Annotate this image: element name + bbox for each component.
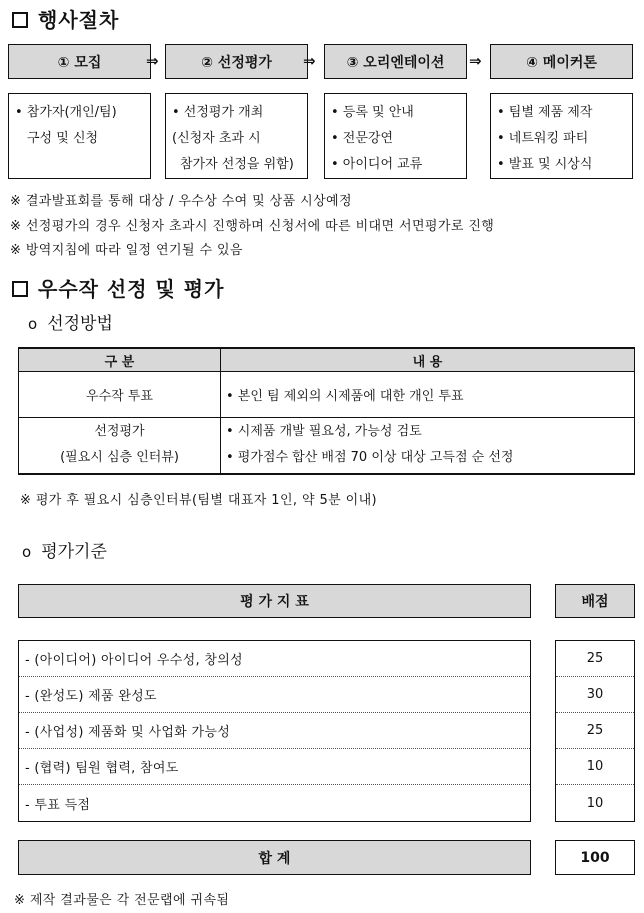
step-body: • 등록 및 안내 • 전문강연 • 아이디어 교류 bbox=[324, 93, 467, 179]
footnote-ownership: ※ 제작 결과물은 각 전문랩에 귀속됨 bbox=[14, 893, 230, 908]
total-score: 100 bbox=[555, 840, 635, 875]
row-contents: • 시제품 개발 필요성, 가능성 검토 • 평가점수 합산 배점 70 이상 대상 고득점 순 선정 bbox=[221, 418, 635, 474]
criteria-row-completion: - (완성도) 제품 완성도 bbox=[19, 677, 530, 713]
step-selection-evaluation bbox=[165, 44, 308, 179]
note-selection-evaluation: ※ 선정평가의 경우 신청자 초과시 진행하며 신청서에 따른 비대면 서면평가로 진행 bbox=[10, 219, 495, 234]
section-title-event-procedure: 행사절차 bbox=[12, 4, 119, 33]
note-interview: ※ 평가 후 필요시 심층인터뷰(팀별 대표자 1인, 약 5분 이내) bbox=[20, 493, 378, 508]
row-category: 선정평가 (필요시 심층 인터뷰) bbox=[19, 418, 221, 474]
header-category: 구 분 bbox=[19, 348, 221, 372]
circle-bullet-icon: o bbox=[22, 543, 32, 561]
score-vote: 10 bbox=[586, 795, 604, 811]
note-result-announcement: ※ 결과발표회를 통해 대상 / 우수상 수여 및 상품 시상예정 bbox=[10, 194, 352, 209]
score-idea: 25 bbox=[556, 641, 634, 677]
arrow-right-icon: ⇒ bbox=[146, 52, 159, 70]
checkbox-square-icon bbox=[12, 281, 28, 297]
step-body: • 팀별 제품 제작 • 네트워킹 파티 • 발표 및 시상식 bbox=[490, 93, 633, 179]
criteria-row-vote: - 투표 득점 bbox=[25, 797, 91, 813]
criteria-list bbox=[18, 640, 531, 822]
selection-method-table bbox=[18, 347, 635, 475]
step-orientation bbox=[324, 44, 467, 179]
circle-bullet-icon: o bbox=[28, 315, 38, 333]
score-completion: 30 bbox=[556, 677, 634, 713]
step-title: ④ 메이커톤 bbox=[490, 44, 633, 79]
checkbox-square-icon bbox=[12, 12, 28, 28]
table-header-row bbox=[19, 348, 635, 372]
header-score: 배점 bbox=[555, 584, 635, 618]
criteria-row-idea: - (아이디어) 아이디어 우수성, 창의성 bbox=[19, 641, 530, 677]
arrow-right-icon: ⇒ bbox=[303, 52, 316, 70]
step-title: ③ 오리엔테이션 bbox=[324, 44, 467, 79]
step-title: ① 모집 bbox=[8, 44, 151, 79]
table-row bbox=[19, 372, 635, 418]
criteria-row-business: - (사업성) 제품화 및 사업화 가능성 bbox=[19, 713, 530, 749]
step-body: • 참가자(개인/팀) 구성 및 신청 bbox=[8, 93, 151, 179]
score-cooperation: 10 bbox=[556, 749, 634, 785]
step-recruitment bbox=[8, 44, 151, 179]
score-list bbox=[555, 640, 635, 822]
table-row bbox=[19, 418, 635, 474]
subsection-title-evaluation-criteria: o 평가기준 bbox=[22, 542, 107, 562]
header-evaluation-indicator: 평 가 지 표 bbox=[18, 584, 531, 618]
header-contents: 내 용 bbox=[221, 348, 635, 372]
step-title: ② 선정평가 bbox=[165, 44, 308, 79]
score-business: 25 bbox=[556, 713, 634, 749]
step-makerthon bbox=[490, 44, 633, 179]
section-title-selection-evaluation: 우수작 선정 및 평가 bbox=[12, 273, 224, 302]
arrow-right-icon: ⇒ bbox=[469, 52, 482, 70]
criteria-row-cooperation: - (협력) 팀원 협력, 참여도 bbox=[19, 749, 530, 785]
subsection-title-selection-method: o 선정방법 bbox=[28, 314, 113, 334]
row-contents: • 본인 팀 제외의 시제품에 대한 개인 투표 bbox=[221, 372, 635, 418]
note-quarantine: ※ 방역지침에 따라 일정 연기될 수 있음 bbox=[10, 243, 243, 258]
row-category: 우수작 투표 bbox=[19, 372, 221, 418]
step-body: • 선정평가 개최 (신청자 초과 시 참가자 선정을 위함) bbox=[165, 93, 308, 179]
total-label: 합 계 bbox=[18, 840, 531, 875]
